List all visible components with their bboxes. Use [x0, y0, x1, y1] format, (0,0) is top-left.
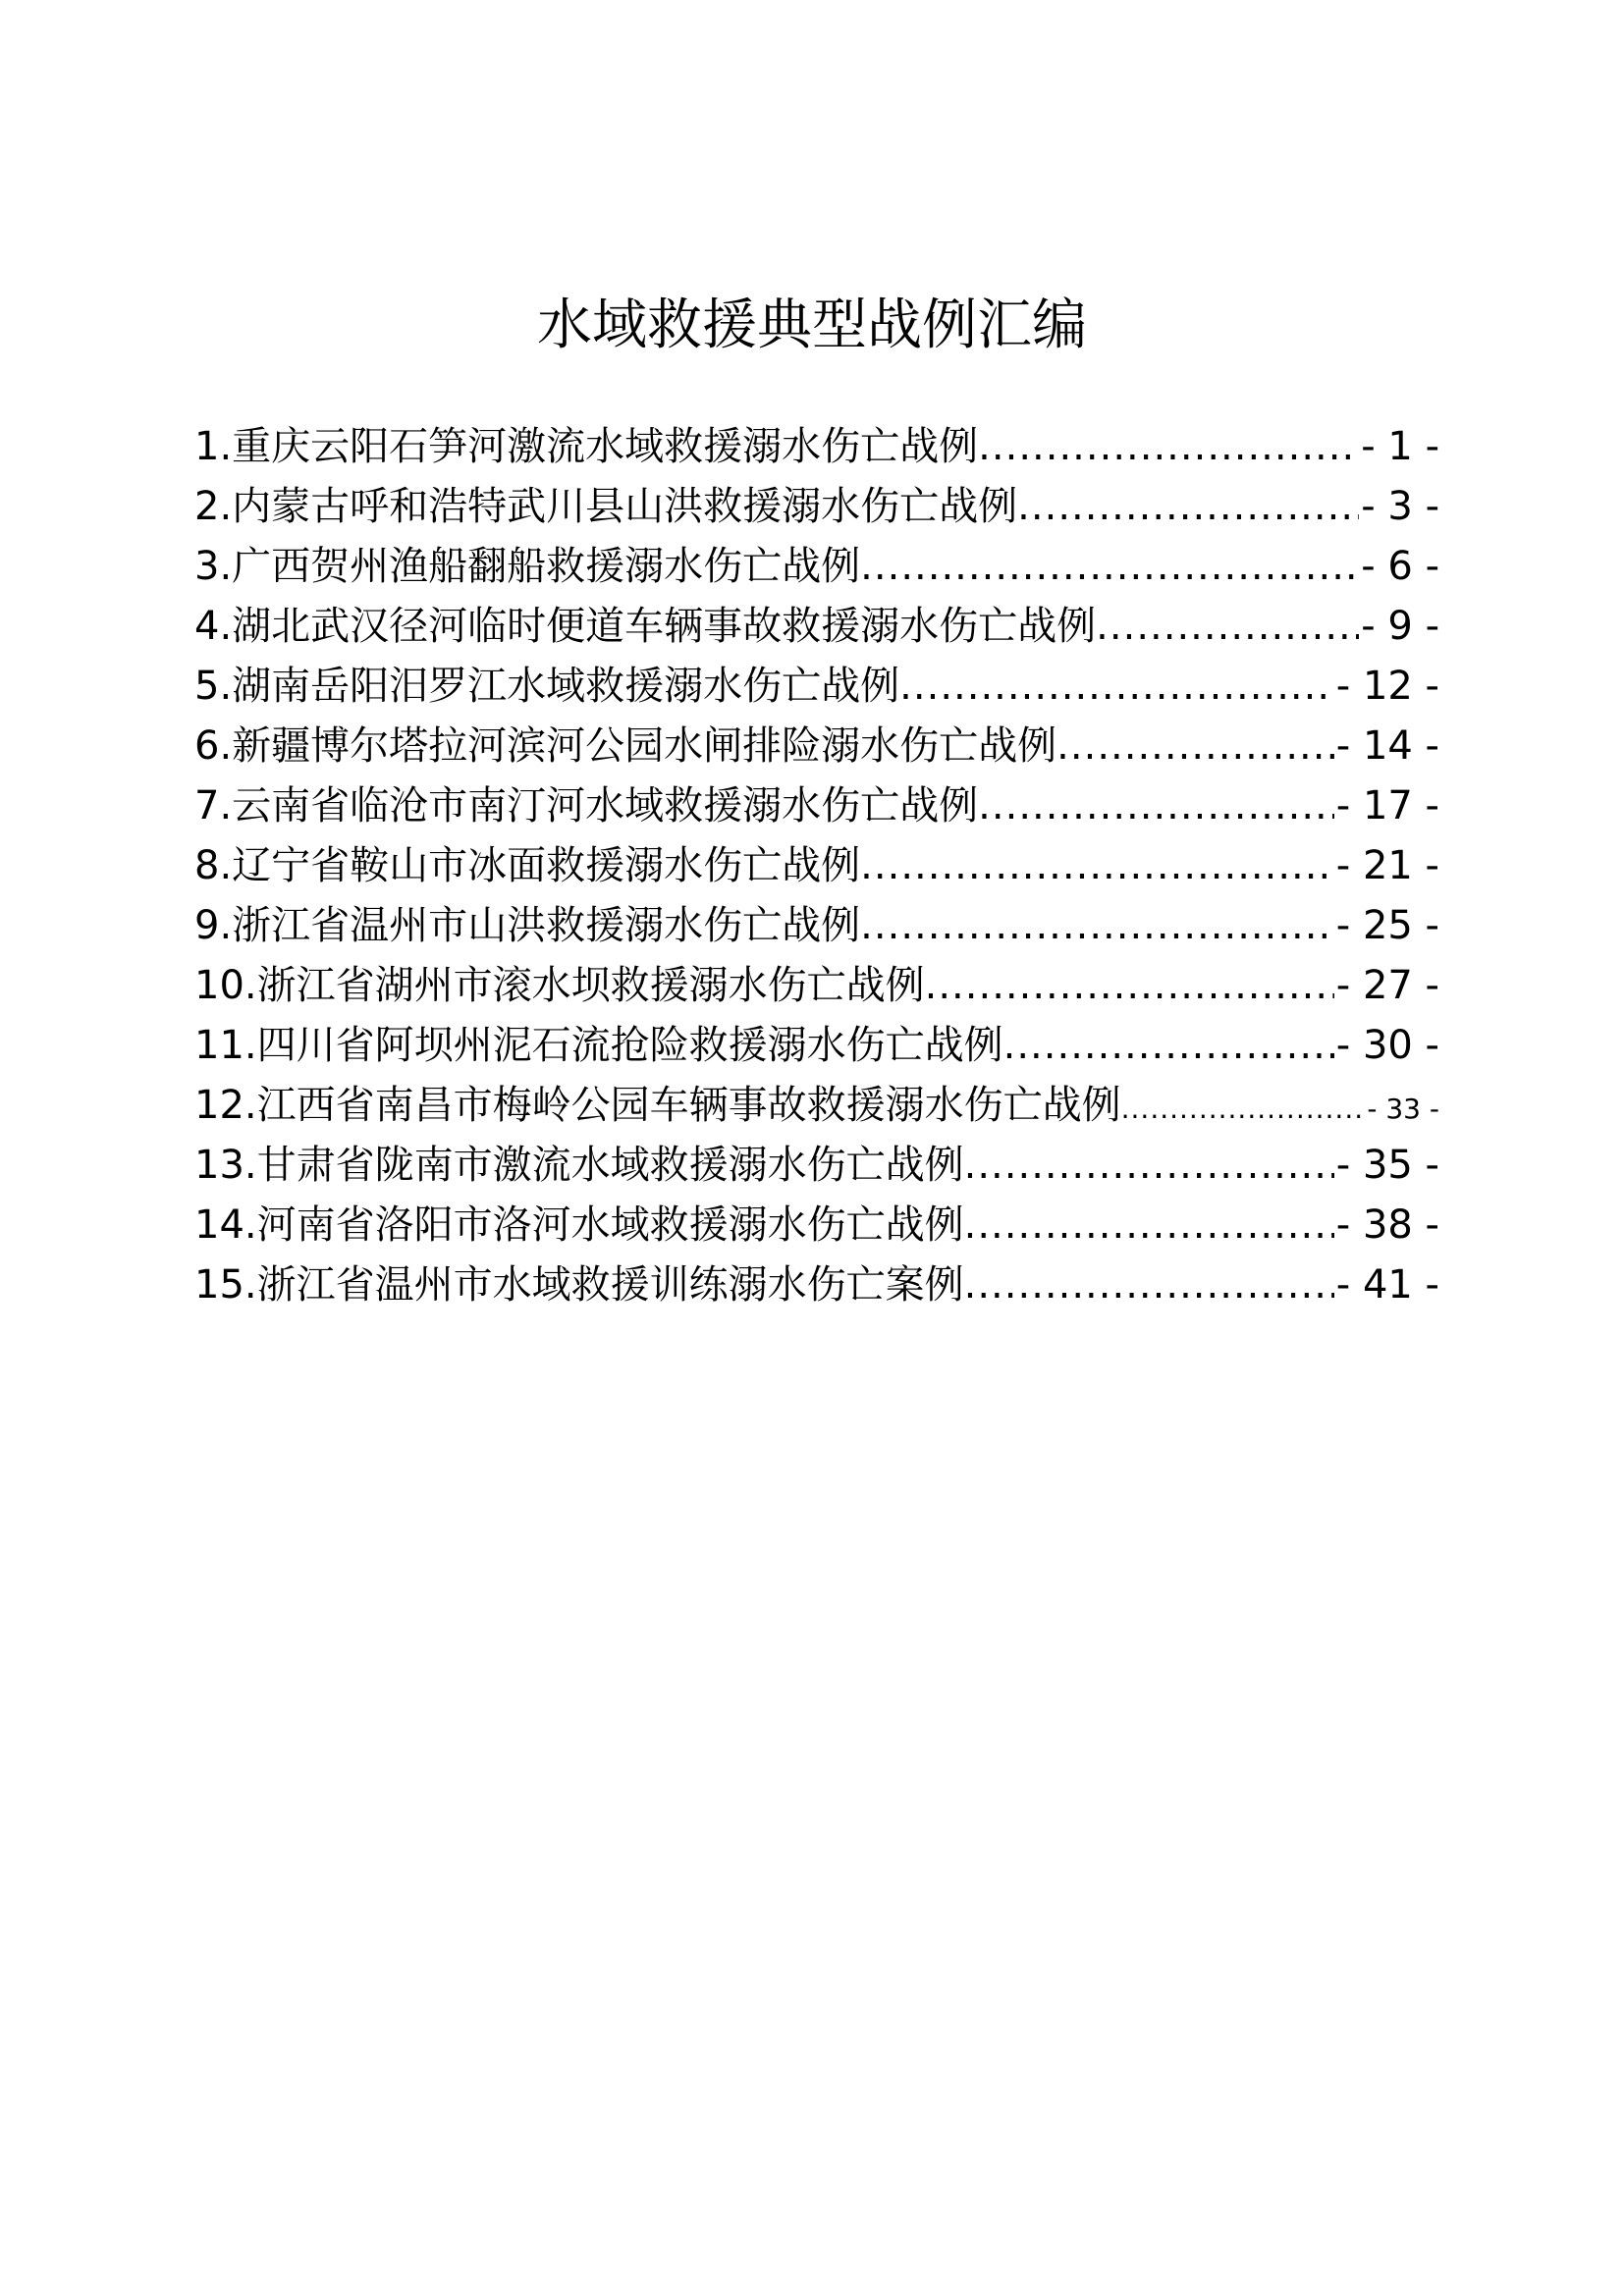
toc-entry-title: 13.甘肃省陇南市激流水域救援溺水伤亡战例: [194, 1143, 964, 1188]
toc-dot-leader: [964, 1255, 1334, 1315]
toc-entry-title: 8.辽宁省鞍山市冰面救援溺水伤亡战例: [194, 843, 861, 888]
toc-entry[interactable]: [194, 717, 1439, 776]
toc-entry[interactable]: [194, 776, 1439, 836]
toc-entry-title: 4.湖北武汉径河临时便道车辆事故救援溺水伤亡战例: [194, 604, 1097, 649]
toc-dot-leader: [1017, 477, 1359, 537]
toc-dot-leader: [1003, 1016, 1334, 1076]
toc-entry-title: 3.广西贺州渔船翻船救援溺水伤亡战例: [194, 544, 861, 589]
toc-entry-title: 6.新疆博尔塔拉河滨河公园水闸排险溺水伤亡战例: [194, 723, 1057, 769]
toc-entry-title: 12.江西省南昌市梅岭公园车辆事故救援溺水伤亡战例: [194, 1083, 1121, 1128]
toc-page-number: - 30 -: [1335, 1023, 1439, 1068]
toc-entry-title: 9.浙江省温州市山洪救援溺水伤亡战例: [194, 903, 861, 948]
page-title: 水域救援典型战例汇编: [537, 294, 1087, 357]
toc-dot-leader: [925, 956, 1334, 1016]
toc-page-number: - 27 -: [1335, 963, 1439, 1008]
toc-dot-leader: [1121, 1079, 1366, 1136]
toc-page-number: - 17 -: [1335, 783, 1439, 828]
toc-dot-leader: [1096, 597, 1359, 657]
toc-page-number: - 41 -: [1335, 1262, 1439, 1308]
toc-entry[interactable]: [194, 1255, 1439, 1315]
toc-entry[interactable]: [194, 1016, 1439, 1076]
toc-page-number: - 12 -: [1335, 664, 1439, 709]
toc-entry[interactable]: [194, 956, 1439, 1016]
toc-entry-title: 11.四川省阿坝州泥石流抢险救援溺水伤亡战例: [194, 1023, 1003, 1068]
toc-entry[interactable]: [194, 1076, 1439, 1136]
toc-page-number: - 25 -: [1335, 903, 1439, 948]
toc-dot-leader: [978, 776, 1334, 836]
toc-entry-title: 14.河南省洛阳市洛河水域救援溺水伤亡战例: [194, 1202, 964, 1248]
toc-entry[interactable]: [194, 1196, 1439, 1255]
toc-dot-leader: [860, 537, 1359, 597]
toc-dot-leader: [964, 1136, 1334, 1196]
toc-dot-leader: [964, 1196, 1334, 1255]
toc-entry[interactable]: [194, 537, 1439, 597]
toc-page-number: - 3 -: [1361, 484, 1439, 529]
toc-entry[interactable]: [194, 597, 1439, 657]
toc-entry[interactable]: [194, 657, 1439, 717]
toc-page-number: - 1 -: [1361, 424, 1439, 469]
toc-entry[interactable]: [194, 477, 1439, 537]
toc-entry-title: 1.重庆云阳石笋河激流水域救援溺水伤亡战例: [194, 424, 979, 469]
toc-dot-leader: [1056, 717, 1334, 776]
toc-entry[interactable]: [194, 896, 1439, 956]
toc-entry[interactable]: [194, 1136, 1439, 1196]
toc-page-number: - 14 -: [1335, 723, 1439, 769]
toc-entry[interactable]: [194, 836, 1439, 896]
toc-entry-title: 2.内蒙古呼和浩特武川县山洪救援溺水伤亡战例: [194, 484, 1018, 529]
toc-page-number: - 6 -: [1361, 544, 1439, 589]
toc-page-number: - 33 -: [1367, 1093, 1439, 1125]
toc-dot-leader: [978, 417, 1359, 477]
toc-page-number: - 38 -: [1335, 1202, 1439, 1248]
toc-dot-leader: [860, 836, 1334, 896]
toc-entry-title: 10.浙江省湖州市滚水坝救援溺水伤亡战例: [194, 963, 925, 1008]
toc-page-number: - 9 -: [1361, 604, 1439, 649]
toc-page-number: - 21 -: [1335, 843, 1439, 888]
toc-entry[interactable]: [194, 417, 1439, 477]
toc-entry-title: 5.湖南岳阳汨罗江水域救援溺水伤亡战例: [194, 664, 900, 709]
table-of-contents: [194, 417, 1439, 1315]
toc-entry-title: 15.浙江省温州市水域救援训练溺水伤亡案例: [194, 1262, 964, 1308]
toc-page-number: - 35 -: [1335, 1143, 1439, 1188]
toc-dot-leader: [899, 657, 1334, 717]
toc-entry-title: 7.云南省临沧市南汀河水域救援溺水伤亡战例: [194, 783, 979, 828]
toc-dot-leader: [860, 896, 1334, 956]
